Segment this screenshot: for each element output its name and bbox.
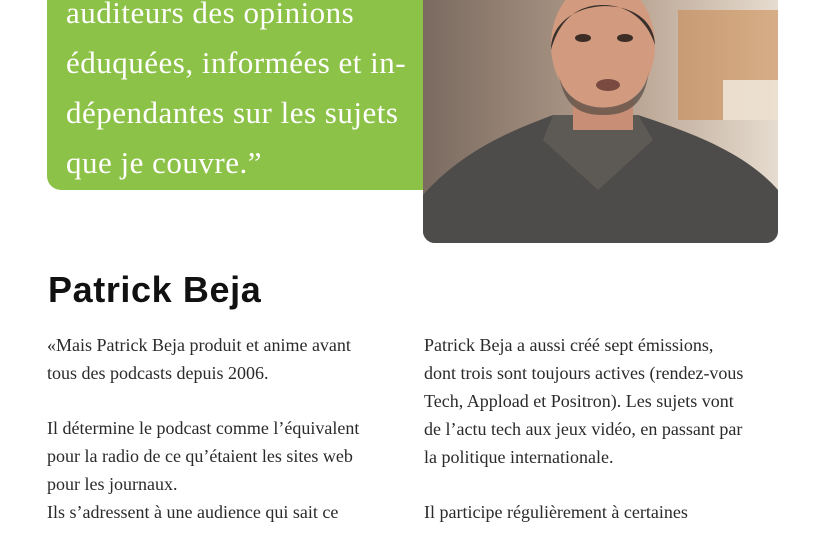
text-line: pour les journaux. [47,474,178,494]
text-line: Patrick Beja a aussi créé sept émissions, [424,335,714,355]
quote-line: dépendantes sur les sujets [66,95,399,130]
quote-line: que je couvre.” [66,145,262,180]
text-line: Tech, Appload et Positron). Les sujets vont [424,391,734,411]
text-line: dont trois sont toujours actives (rendez-vous [424,363,744,383]
text-line: tous des podcasts depuis 2006. [47,363,269,383]
text-line: Il détermine le podcast comme l’équivalent [47,418,360,438]
person-name: Patrick Beja [48,269,262,310]
article-column-left [47,331,397,553]
quote-line: éduquées, informées et in- [66,45,407,80]
text-line: Il participe régulièrement à certaines [424,502,688,522]
paragraph [424,498,774,526]
text-line: pour la radio de ce qu’étaient les sites web [47,446,353,466]
paragraph [424,331,774,471]
text-line: «Mais Patrick Beja produit et anime avant [47,335,351,355]
pull-quote [47,0,463,190]
portrait-illustration [423,0,778,243]
paragraph [47,331,397,387]
paragraph [47,414,397,526]
quote-line: auditeurs des opinions [66,0,355,30]
text-line: de l’actu tech aux jeux vidéo, en passant par [424,419,743,439]
article-column-right [424,331,774,553]
text-line: Ils s’adressent à une audience qui sait ce [47,502,339,522]
text-line: la politique internationale. [424,447,614,467]
portrait-photo [423,0,778,243]
